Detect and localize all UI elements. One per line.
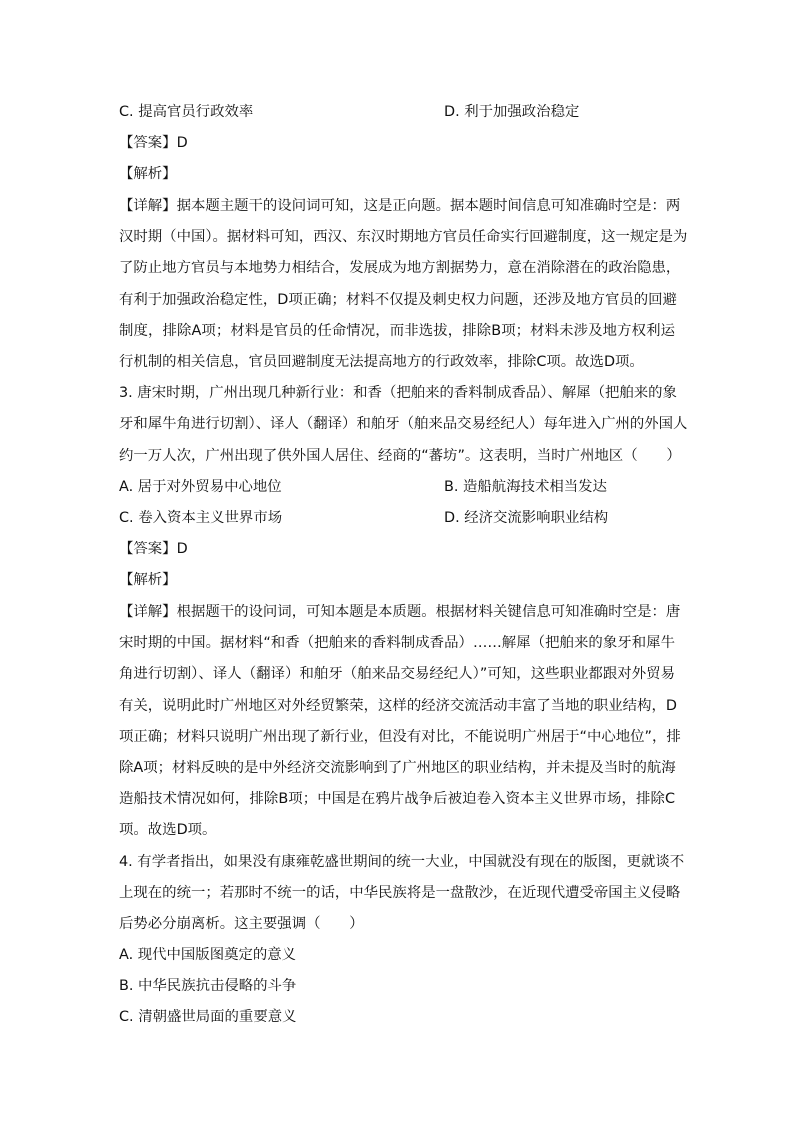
q3-option-c: C. 卷入资本主义世界市场 <box>119 510 283 526</box>
q2-option-c: C. 提高官员行政效率 <box>119 104 254 120</box>
q3-detail-line: 角进行切割）、译人（翻译）和舶牙（舶来品交易经纪人）”可知，这些职业都跟对外贸易 <box>119 666 675 682</box>
q3-option-a: A. 居于对外贸易中心地位 <box>119 479 282 495</box>
q3-stem-line: 3. 唐宋时期，广州出现几种新行业：和香（把舶来的香料制成香品）、解犀（把舶来的象 <box>119 385 677 401</box>
q3-detail-line: 有关，说明此时广州地区对外经贸繁荣，这样的经济交流活动丰富了当地的职业结构，D <box>119 698 677 714</box>
q3-detail-line: 除A项；材料反映的是中外经济交流影响到了广州地区的职业结构，并未提及当时的航海 <box>119 760 676 776</box>
q2-detail-line: 【详解】据本题主题干的设问词可知，这是正向题。据本题时间信息可知准确时空是：两 <box>119 198 681 214</box>
q2-detail-line: 制度，排除A项；材料是官员的任命情况，而非选拔，排除B项；材料未涉及地方权利运 <box>119 323 675 339</box>
q4-option-c: C. 清朝盛世局面的重要意义 <box>119 1009 297 1025</box>
q2-detail-line: 行机制的相关信息，官员回避制度无法提高地方的行政效率，排除C项。故选D项。 <box>119 354 644 370</box>
q4-option-a: A. 现代中国版图奠定的意义 <box>119 947 297 963</box>
q4-stem-line: 后势必分崩离析。这主要强调（ ） <box>119 916 364 932</box>
q4-stem-line: 上现在的统一；若那时不统一的话，中华民族将是一盘散沙，在近现代遭受帝国主义侵略 <box>119 885 681 901</box>
q4-option-b: B. 中华民族抗击侵略的斗争 <box>119 978 297 994</box>
q3-detail-line: 项正确；材料只说明广州出现了新行业，但没有对比，不能说明广州居于“中心地位”，排 <box>119 729 681 745</box>
q2-option-d: D. 利于加强政治稳定 <box>444 104 580 120</box>
q3-stem-line: 约一万人次，广州出现了供外国人居住、经商的“蕃坊”。这表明，当时广州地区（ ） <box>119 448 681 464</box>
q3-stem-line: 牙和犀牛角进行切割）、译人（翻译）和舶牙（舶来品交易经纪人）每年进入广州的外国人 <box>119 416 688 432</box>
q3-option-b: B. 造船航海技术相当发达 <box>444 479 607 495</box>
q2-detail-line: 了防止地方官员与本地势力相结合，发展成为地方割据势力，意在消除潜在的政治隐患， <box>119 260 681 276</box>
q3-detail-line: 宋时期的中国。据材料“和香（把舶来的香料制成香品）……解犀（把舶来的象牙和犀牛 <box>119 635 675 651</box>
q3-analysis-label: 【解析】 <box>119 572 177 588</box>
q3-option-d: D. 经济交流影响职业结构 <box>444 510 609 526</box>
q3-answer: 【答案】D <box>119 541 188 557</box>
q4-stem-line: 4. 有学者指出，如果没有康雍乾盛世期间的统一大业，中国就没有现在的版图，更就谈不 <box>119 854 685 870</box>
q2-detail-line: 有利于加强政治稳定性，D项正确；材料不仅提及刺史权力问题，还涉及地方官员的回避 <box>119 292 677 308</box>
q3-detail-line: 项。故选D项。 <box>119 822 217 838</box>
q2-detail-line: 汉时期（中国）。据材料可知，西汉、东汉时期地方官员任命实行回避制度，这一规定是为 <box>119 229 688 245</box>
q2-answer: 【答案】D <box>119 135 188 151</box>
q3-detail-line: 造船技术情况如何，排除B项；中国是在鸦片战争后被迫卷入资本主义世界市场，排除C <box>119 791 675 807</box>
q3-detail-line: 【详解】根据题干的设问词，可知本题是本质题。根据材料关键信息可知准确时空是：唐 <box>119 604 681 620</box>
q2-analysis-label: 【解析】 <box>119 166 177 182</box>
